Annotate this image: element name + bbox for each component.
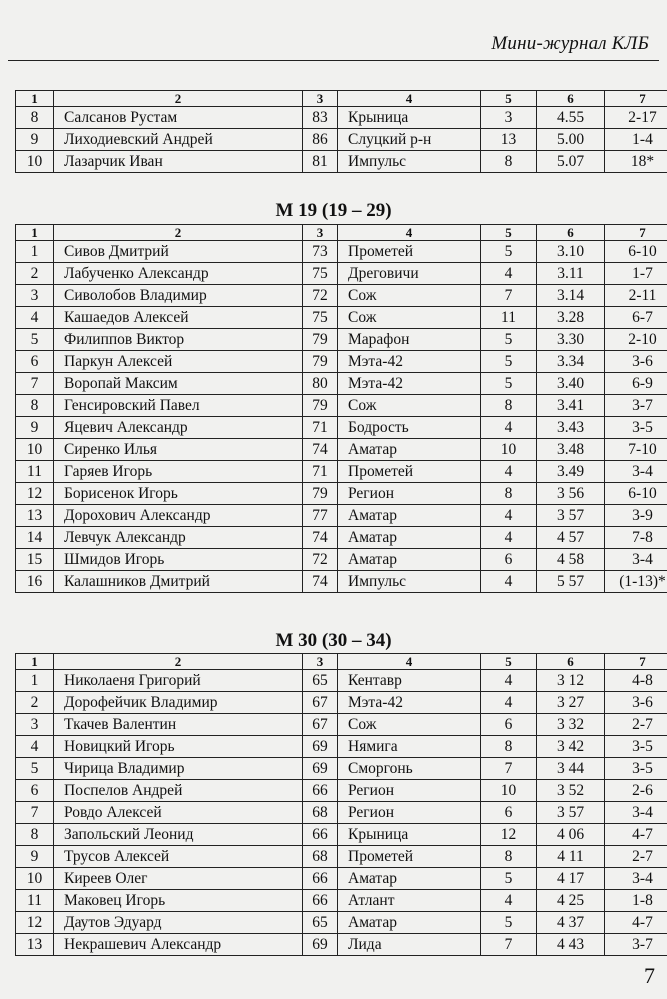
journal-title: Мини-журнал КЛБ [491, 33, 649, 54]
name-cell: Сиренко Илья [54, 439, 303, 461]
club-cell: Прометей [338, 241, 481, 263]
year-cell: 74 [303, 571, 338, 593]
club-cell: Импульс [338, 571, 481, 593]
club-cell: Сож [338, 714, 481, 736]
time-cell: 3.28 [537, 307, 605, 329]
year-cell: 72 [303, 285, 338, 307]
time-cell: 5 57 [537, 571, 605, 593]
club-cell: Сморгонь [338, 758, 481, 780]
range-cell: 1-7 [605, 263, 667, 285]
range-cell: 3-9 [605, 505, 667, 527]
range-cell: 2-7 [605, 846, 667, 868]
table-row [16, 417, 667, 439]
points-cell: 5 [481, 912, 537, 934]
club-cell: Мэта-42 [338, 692, 481, 714]
points-cell: 12 [481, 824, 537, 846]
time-cell: 3 57 [537, 505, 605, 527]
range-cell: 3-4 [605, 868, 667, 890]
place-cell: 11 [16, 461, 54, 483]
points-cell: 4 [481, 692, 537, 714]
points-cell: 4 [481, 527, 537, 549]
place-cell: 11 [16, 890, 54, 912]
header-divider [8, 60, 659, 61]
place-cell: 6 [16, 780, 54, 802]
name-cell: Николаеня Григорий [54, 670, 303, 692]
club-cell: Мэта-42 [338, 351, 481, 373]
name-cell: Лабученко Александр [54, 263, 303, 285]
points-cell: 4 [481, 417, 537, 439]
table-row [16, 263, 667, 285]
year-cell: 73 [303, 241, 338, 263]
table-row [16, 439, 667, 461]
header-row [16, 91, 667, 107]
time-cell: 3 44 [537, 758, 605, 780]
time-cell: 4 43 [537, 934, 605, 956]
club-cell: Регион [338, 483, 481, 505]
points-cell: 8 [481, 846, 537, 868]
place-cell: 13 [16, 505, 54, 527]
column-header: 1 [16, 91, 54, 107]
year-cell: 72 [303, 549, 338, 571]
year-cell: 67 [303, 714, 338, 736]
time-cell: 3.10 [537, 241, 605, 263]
points-cell: 4 [481, 263, 537, 285]
name-cell: Сиволобов Владимир [54, 285, 303, 307]
points-cell: 4 [481, 890, 537, 912]
points-cell: 10 [481, 439, 537, 461]
place-cell: 10 [16, 439, 54, 461]
points-cell: 5 [481, 373, 537, 395]
range-cell: 2-11 [605, 285, 667, 307]
range-cell: 3-4 [605, 802, 667, 824]
name-cell: Новицкий Игорь [54, 736, 303, 758]
range-cell: 4-8 [605, 670, 667, 692]
year-cell: 68 [303, 846, 338, 868]
range-cell: 6-7 [605, 307, 667, 329]
column-header: 6 [537, 91, 605, 107]
time-cell: 4 57 [537, 527, 605, 549]
place-cell: 7 [16, 802, 54, 824]
points-cell: 6 [481, 802, 537, 824]
table-row [16, 868, 667, 890]
time-cell: 3 52 [537, 780, 605, 802]
club-cell: Прометей [338, 461, 481, 483]
name-cell: Салсанов Рустам [54, 107, 303, 129]
name-cell: Левчук Александр [54, 527, 303, 549]
time-cell: 4 06 [537, 824, 605, 846]
club-cell: Аматар [338, 868, 481, 890]
place-cell: 12 [16, 483, 54, 505]
range-cell: 7-8 [605, 527, 667, 549]
place-cell: 3 [16, 714, 54, 736]
year-cell: 68 [303, 802, 338, 824]
range-cell: 18* [605, 151, 667, 173]
club-cell: Нямига [338, 736, 481, 758]
range-cell: 2-10 [605, 329, 667, 351]
table-row [16, 129, 667, 151]
points-cell: 6 [481, 549, 537, 571]
year-cell: 75 [303, 263, 338, 285]
club-cell: Дреговичи [338, 263, 481, 285]
time-cell: 4 58 [537, 549, 605, 571]
place-cell: 2 [16, 692, 54, 714]
place-cell: 6 [16, 351, 54, 373]
club-cell: Бодрость [338, 417, 481, 439]
name-cell: Филиппов Виктор [54, 329, 303, 351]
place-cell: 10 [16, 868, 54, 890]
time-cell: 5.00 [537, 129, 605, 151]
club-cell: Мэта-42 [338, 373, 481, 395]
points-cell: 8 [481, 151, 537, 173]
range-cell: 6-10 [605, 483, 667, 505]
points-cell: 5 [481, 241, 537, 263]
club-cell: Аматар [338, 527, 481, 549]
name-cell: Гаряев Игорь [54, 461, 303, 483]
points-cell: 8 [481, 395, 537, 417]
year-cell: 79 [303, 483, 338, 505]
year-cell: 65 [303, 670, 338, 692]
time-cell: 3.34 [537, 351, 605, 373]
column-header: 5 [481, 654, 537, 670]
table-row [16, 351, 667, 373]
table-row [16, 549, 667, 571]
club-cell: Сож [338, 395, 481, 417]
table-row [16, 527, 667, 549]
year-cell: 69 [303, 758, 338, 780]
name-cell: Лазарчик Иван [54, 151, 303, 173]
table-row [16, 824, 667, 846]
year-cell: 69 [303, 736, 338, 758]
results-table-continued [15, 90, 667, 173]
points-cell: 4 [481, 461, 537, 483]
name-cell: Дорохович Александр [54, 505, 303, 527]
year-cell: 77 [303, 505, 338, 527]
table-row [16, 670, 667, 692]
time-cell: 4 11 [537, 846, 605, 868]
points-cell: 8 [481, 483, 537, 505]
time-cell: 4 25 [537, 890, 605, 912]
range-cell: 3-5 [605, 758, 667, 780]
range-cell: 3-4 [605, 461, 667, 483]
time-cell: 3 42 [537, 736, 605, 758]
club-cell: Импульс [338, 151, 481, 173]
table-row [16, 758, 667, 780]
name-cell: Паркун Алексей [54, 351, 303, 373]
year-cell: 79 [303, 351, 338, 373]
place-cell: 5 [16, 758, 54, 780]
results-table-m30 [15, 653, 667, 956]
year-cell: 65 [303, 912, 338, 934]
year-cell: 67 [303, 692, 338, 714]
club-cell: Аматар [338, 439, 481, 461]
place-cell: 8 [16, 824, 54, 846]
year-cell: 79 [303, 329, 338, 351]
points-cell: 13 [481, 129, 537, 151]
points-cell: 7 [481, 758, 537, 780]
points-cell: 3 [481, 107, 537, 129]
results-table-m19 [15, 224, 667, 593]
name-cell: Лиходиевский Андрей [54, 129, 303, 151]
range-cell: 4-7 [605, 912, 667, 934]
name-cell: Трусов Алексей [54, 846, 303, 868]
club-cell: Крыница [338, 107, 481, 129]
range-cell: 2-17 [605, 107, 667, 129]
year-cell: 74 [303, 439, 338, 461]
points-cell: 8 [481, 736, 537, 758]
place-cell: 5 [16, 329, 54, 351]
place-cell: 10 [16, 151, 54, 173]
column-header: 5 [481, 91, 537, 107]
year-cell: 66 [303, 868, 338, 890]
column-header: 3 [303, 225, 338, 241]
points-cell: 5 [481, 351, 537, 373]
club-cell: Атлант [338, 890, 481, 912]
club-cell: Регион [338, 780, 481, 802]
club-cell: Аматар [338, 549, 481, 571]
range-cell: 6-10 [605, 241, 667, 263]
name-cell: Шмидов Игорь [54, 549, 303, 571]
range-cell: 7-10 [605, 439, 667, 461]
range-cell: 3-6 [605, 351, 667, 373]
name-cell: Некрашевич Александр [54, 934, 303, 956]
place-cell: 4 [16, 307, 54, 329]
name-cell: Ткачев Валентин [54, 714, 303, 736]
range-cell: 3-5 [605, 736, 667, 758]
year-cell: 83 [303, 107, 338, 129]
column-header: 5 [481, 225, 537, 241]
points-cell: 6 [481, 714, 537, 736]
points-cell: 7 [481, 934, 537, 956]
table-row [16, 285, 667, 307]
time-cell: 3 32 [537, 714, 605, 736]
table-row [16, 107, 667, 129]
points-cell: 4 [481, 571, 537, 593]
table-row [16, 395, 667, 417]
column-header: 6 [537, 654, 605, 670]
time-cell: 3.11 [537, 263, 605, 285]
header-row [16, 654, 667, 670]
name-cell: Яцевич Александр [54, 417, 303, 439]
year-cell: 74 [303, 527, 338, 549]
page-number: 7 [644, 963, 655, 988]
time-cell: 4 17 [537, 868, 605, 890]
column-header: 7 [605, 91, 667, 107]
time-cell: 3 12 [537, 670, 605, 692]
table-row [16, 483, 667, 505]
column-header: 1 [16, 225, 54, 241]
time-cell: 3.14 [537, 285, 605, 307]
range-cell: 2-6 [605, 780, 667, 802]
points-cell: 10 [481, 780, 537, 802]
place-cell: 9 [16, 129, 54, 151]
points-cell: 7 [481, 285, 537, 307]
time-cell: 3 57 [537, 802, 605, 824]
time-cell: 3.49 [537, 461, 605, 483]
table-row [16, 461, 667, 483]
points-cell: 11 [481, 307, 537, 329]
year-cell: 71 [303, 461, 338, 483]
column-header: 4 [338, 91, 481, 107]
place-cell: 8 [16, 395, 54, 417]
time-cell: 3.40 [537, 373, 605, 395]
column-header: 2 [54, 91, 303, 107]
year-cell: 71 [303, 417, 338, 439]
table-row [16, 846, 667, 868]
name-cell: Чирица Владимир [54, 758, 303, 780]
table-row [16, 505, 667, 527]
group-title-m19: М 19 (19 – 29) [275, 200, 392, 221]
time-cell: 4.55 [537, 107, 605, 129]
name-cell: Сивов Дмитрий [54, 241, 303, 263]
year-cell: 81 [303, 151, 338, 173]
range-cell: (1-13)* [605, 571, 667, 593]
time-cell: 3.43 [537, 417, 605, 439]
place-cell: 7 [16, 373, 54, 395]
name-cell: Маковец Игорь [54, 890, 303, 912]
place-cell: 1 [16, 670, 54, 692]
place-cell: 3 [16, 285, 54, 307]
place-cell: 13 [16, 934, 54, 956]
table-row [16, 934, 667, 956]
club-cell: Аматар [338, 505, 481, 527]
name-cell: Поспелов Андрей [54, 780, 303, 802]
column-header: 6 [537, 225, 605, 241]
place-cell: 8 [16, 107, 54, 129]
place-cell: 4 [16, 736, 54, 758]
time-cell: 4 37 [537, 912, 605, 934]
year-cell: 79 [303, 395, 338, 417]
year-cell: 80 [303, 373, 338, 395]
table-row [16, 802, 667, 824]
column-header: 3 [303, 654, 338, 670]
time-cell: 5.07 [537, 151, 605, 173]
points-cell: 4 [481, 670, 537, 692]
column-header: 4 [338, 654, 481, 670]
column-header: 3 [303, 91, 338, 107]
club-cell: Прометей [338, 846, 481, 868]
table-row [16, 307, 667, 329]
name-cell: Борисенок Игорь [54, 483, 303, 505]
place-cell: 9 [16, 417, 54, 439]
place-cell: 14 [16, 527, 54, 549]
place-cell: 15 [16, 549, 54, 571]
column-header: 7 [605, 654, 667, 670]
year-cell: 66 [303, 890, 338, 912]
club-cell: Регион [338, 802, 481, 824]
name-cell: Даутов Эдуард [54, 912, 303, 934]
club-cell: Крыница [338, 824, 481, 846]
range-cell: 1-8 [605, 890, 667, 912]
name-cell: Воропай Максим [54, 373, 303, 395]
table-row [16, 151, 667, 173]
table-row [16, 329, 667, 351]
column-header: 4 [338, 225, 481, 241]
name-cell: Кашаедов Алексей [54, 307, 303, 329]
place-cell: 16 [16, 571, 54, 593]
name-cell: Калашников Дмитрий [54, 571, 303, 593]
range-cell: 6-9 [605, 373, 667, 395]
table-row [16, 373, 667, 395]
range-cell: 1-4 [605, 129, 667, 151]
table-row [16, 692, 667, 714]
club-cell: Сож [338, 285, 481, 307]
place-cell: 12 [16, 912, 54, 934]
table-row [16, 736, 667, 758]
name-cell: Ровдо Алексей [54, 802, 303, 824]
column-header: 2 [54, 225, 303, 241]
table-row [16, 241, 667, 263]
points-cell: 4 [481, 505, 537, 527]
time-cell: 3 56 [537, 483, 605, 505]
club-cell: Марафон [338, 329, 481, 351]
table-row [16, 780, 667, 802]
range-cell: 3-5 [605, 417, 667, 439]
column-header: 1 [16, 654, 54, 670]
name-cell: Дорофейчик Владимир [54, 692, 303, 714]
time-cell: 3.30 [537, 329, 605, 351]
club-cell: Лида [338, 934, 481, 956]
year-cell: 69 [303, 934, 338, 956]
range-cell: 3-7 [605, 934, 667, 956]
header-row [16, 225, 667, 241]
place-cell: 2 [16, 263, 54, 285]
club-cell: Кентавр [338, 670, 481, 692]
range-cell: 3-7 [605, 395, 667, 417]
time-cell: 3 27 [537, 692, 605, 714]
club-cell: Сож [338, 307, 481, 329]
range-cell: 4-7 [605, 824, 667, 846]
year-cell: 75 [303, 307, 338, 329]
name-cell: Генсировский Павел [54, 395, 303, 417]
table-row [16, 890, 667, 912]
club-cell: Слуцкий р-н [338, 129, 481, 151]
place-cell: 9 [16, 846, 54, 868]
range-cell: 3-6 [605, 692, 667, 714]
club-cell: Аматар [338, 912, 481, 934]
name-cell: Запольский Леонид [54, 824, 303, 846]
group-title-m30: М 30 (30 – 34) [275, 630, 392, 651]
points-cell: 5 [481, 329, 537, 351]
range-cell: 3-4 [605, 549, 667, 571]
column-header: 2 [54, 654, 303, 670]
year-cell: 86 [303, 129, 338, 151]
time-cell: 3.48 [537, 439, 605, 461]
place-cell: 1 [16, 241, 54, 263]
points-cell: 5 [481, 868, 537, 890]
year-cell: 66 [303, 780, 338, 802]
year-cell: 66 [303, 824, 338, 846]
range-cell: 2-7 [605, 714, 667, 736]
table-row [16, 912, 667, 934]
table-row [16, 571, 667, 593]
name-cell: Киреев Олег [54, 868, 303, 890]
time-cell: 3.41 [537, 395, 605, 417]
table-row [16, 714, 667, 736]
column-header: 7 [605, 225, 667, 241]
